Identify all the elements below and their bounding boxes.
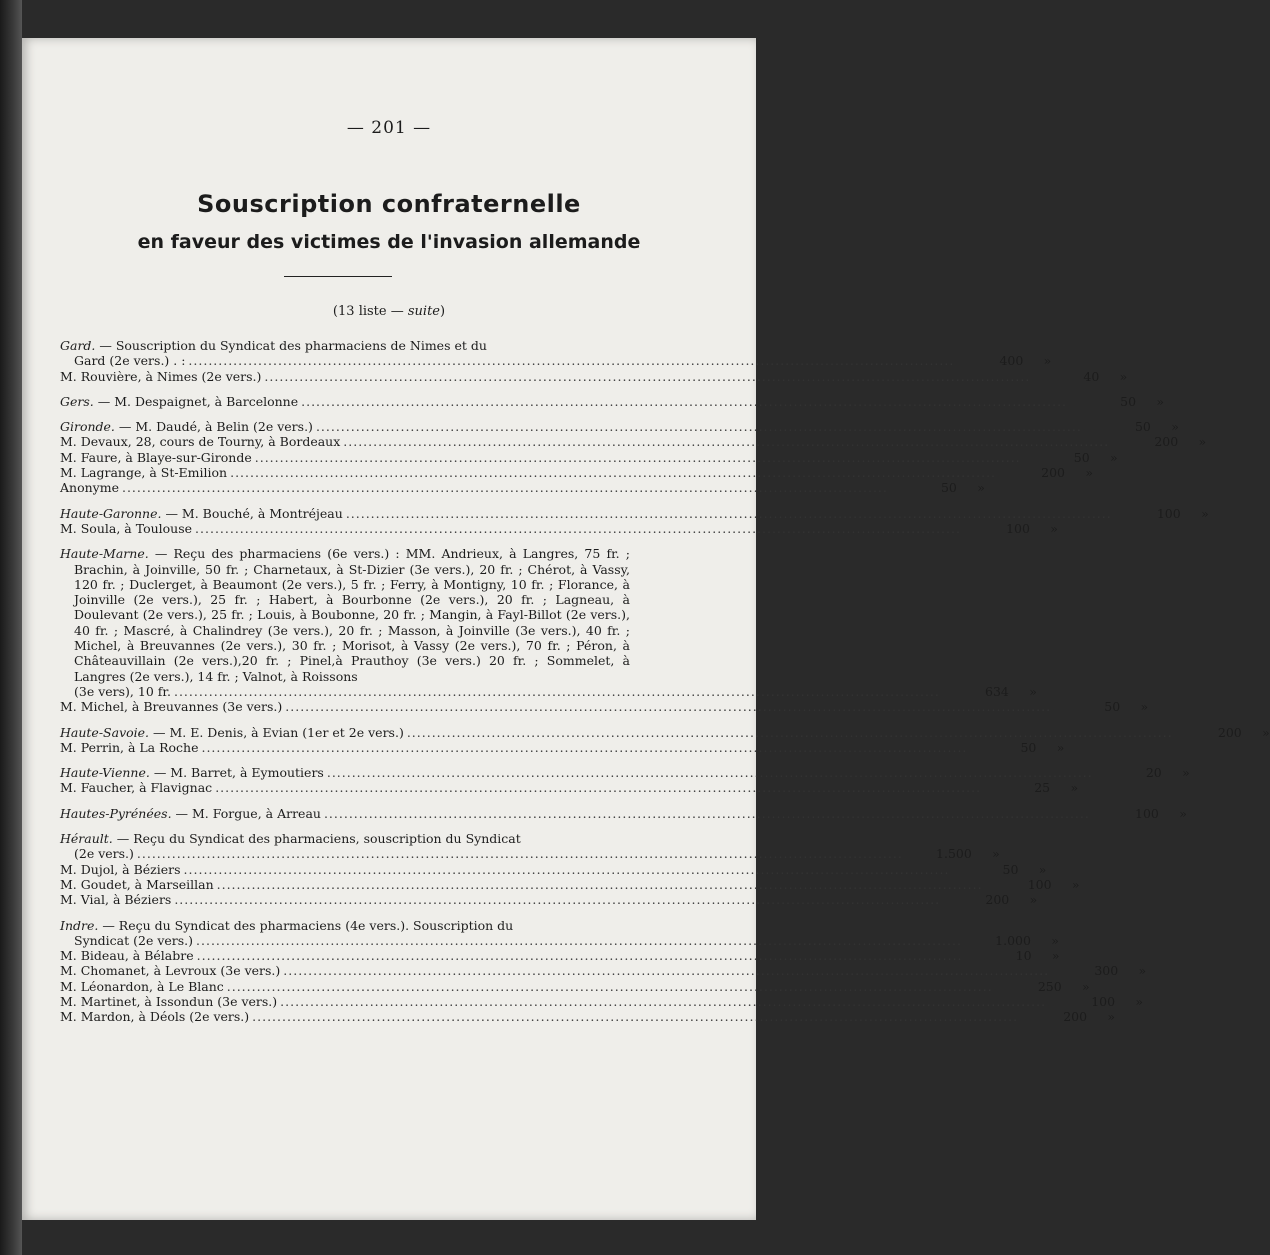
list-item: M. Chomanet, à Levroux (3e vers.) .......................................................................................................................................................... 300 » bbox=[60, 963, 630, 978]
page-subtitle: en faveur des victimes de l'invasion allemande bbox=[137, 231, 641, 253]
list-item: Gers. — M. Despaignet, à Barcelonne .......................................................................................................................................................... 50 » bbox=[60, 394, 630, 409]
list-item: M. Bideau, à Bélabre .......................................................................................................................................................... 10 » bbox=[60, 948, 630, 963]
page-number: — 201 — bbox=[346, 118, 432, 138]
list-item: M. Lagrange, à St-Emilion .......................................................................................................................................................... 200 » bbox=[60, 465, 630, 480]
list-item: M. Dujol, à Béziers .......................................................................................................................................................... 50 » bbox=[60, 862, 630, 877]
subscription-list bbox=[60, 338, 1242, 1025]
list-item: M. Faure, à Blaye-sur-Gironde .......................................................................................................................................................... 50 » bbox=[60, 450, 630, 465]
list-item: Haute-Garonne. — M. Bouché, à Montréjeau .......................................................................................................................................................... 100 » bbox=[60, 506, 630, 521]
section-herault bbox=[60, 831, 1052, 908]
list-item: M. Devaux, 28, cours de Tourny, à Bordeaux .......................................................................................................................................................... 200 » bbox=[60, 434, 630, 449]
list-item: Hautes-Pyrénées. — M. Forgue, à Arreau .......................................................................................................................................................... 100 » bbox=[60, 806, 630, 821]
list-item: M. Martinet, à Issondun (3e vers.) .......................................................................................................................................................... 100 » bbox=[60, 994, 630, 1009]
list-item: Syndicat (2e vers.) .......................................................................................................................................................... 1.000 » bbox=[60, 933, 630, 948]
section-gers bbox=[60, 393, 1137, 409]
list-label: (13 liste — suite) bbox=[332, 304, 446, 319]
section-hautes-pyrenees bbox=[60, 805, 1159, 821]
list-item: Gard. — Souscription du Syndicat des pharmaciens de Nimes et du bbox=[60, 338, 487, 353]
list-item: M. Goudet, à Marseillan .......................................................................................................................................................... 100 » bbox=[60, 877, 630, 892]
list-item: (2e vers.) .......................................................................................................................................................... 1.500 » bbox=[60, 846, 630, 861]
list-item: M. Michel, à Breuvannes (3e vers.) .......................................................................................................................................................... 50 » bbox=[60, 699, 630, 714]
list-item: M. Rouvière, à Nimes (2e vers.) .......................................................................................................................................................... 40 » bbox=[60, 369, 630, 384]
list-item: (3e vers), 10 fr. .......................................................................................................................................................... 634 » bbox=[60, 684, 630, 699]
section-indre bbox=[60, 917, 1119, 1025]
section-gard bbox=[60, 338, 1100, 384]
list-item: Indre. — Reçu du Syndicat des pharmaciens (4e vers.). Souscription du bbox=[60, 917, 514, 933]
list-item: M. Faucher, à Flavignac .......................................................................................................................................................... 25 » bbox=[60, 780, 630, 795]
section-haute-savoie bbox=[60, 724, 1242, 756]
list-item: Gironde. — M. Daudé, à Belin (2e vers.) .......................................................................................................................................................... 50 » bbox=[60, 419, 630, 434]
document-page bbox=[22, 38, 1242, 1220]
haute-marne-paragraph: Haute-Marne. — Reçu des pharmaciens (6e vers.) : MM. Andrieux, à Langres, 75 fr. ; Brachin, à Joinville, 50 fr. ; Charnetaux, à St-Dizier (3e vers.), 20 fr. ; Chérot, à Vassy, 120 fr. ; Duclerget, à Beaumont (2e vers.), 5 fr. ; Ferry, à Montigny, 10 fr. ; Florance, à Joinville (2e vers.), 25 fr. ; Habert, à Bourbonne (2e vers.), 20 fr. ; Lagneau, à Doulevant (2e vers.), 25 fr. ; Louis, à Boubonne, 20 fr. ; Mangin, à Fayl-Billot (2e vers.), 40 fr. ; Mascré, à Chalindrey (3e vers.), 20 fr. ; Masson, à Joinville (3e vers.), 40 fr. ; Michel, à Breuvannes (2e vers.), 30 fr. ; Morisot, à Vassy (2e vers.), 70 fr. ; Péron, à Châteauvillain (2e vers.),20 fr. ; Pinel,à Prauthoy (3e vers.) 20 fr. ; Sommelet, à Langres (2e vers.), 14 fr. ; Valnot, à Roissons bbox=[60, 546, 630, 684]
list-item: Gard (2e vers.) . : .......................................................................................................................................................... 400 » bbox=[60, 353, 630, 368]
list-item: M. Mardon, à Déols (2e vers.) .......................................................................................................................................................... 200 » bbox=[60, 1009, 630, 1024]
section-haute-garonne bbox=[60, 505, 1181, 537]
list-item: M. Vial, à Béziers .......................................................................................................................................................... 200 » bbox=[60, 892, 630, 907]
section-haute-vienne bbox=[60, 765, 1162, 796]
title-divider bbox=[284, 276, 392, 277]
list-item: M. Perrin, à La Roche .......................................................................................................................................................... 50 » bbox=[60, 740, 630, 755]
list-item: Hérault. — Reçu du Syndicat des pharmaciens, souscription du Syndicat bbox=[60, 831, 521, 847]
book-spine-edge bbox=[0, 0, 22, 1255]
list-item: Anonyme .......................................................................................................................................................... 50 » bbox=[60, 480, 630, 495]
list-item: M. Léonardon, à Le Blanc .......................................................................................................................................................... 250 » bbox=[60, 979, 630, 994]
list-item: Haute-Savoie. — M. E. Denis, à Evian (1er et 2e vers.) .......................................................................................................................................................... 200 » bbox=[60, 725, 630, 740]
list-item: M. Soula, à Toulouse .......................................................................................................................................................... 100 » bbox=[60, 521, 630, 536]
page-title: Souscription confraternelle bbox=[197, 190, 581, 218]
section-gironde bbox=[60, 419, 1179, 496]
list-item: Haute-Vienne. — M. Barret, à Eymoutiers .......................................................................................................................................................... 20 » bbox=[60, 765, 630, 780]
section-haute-marne bbox=[60, 546, 1121, 715]
